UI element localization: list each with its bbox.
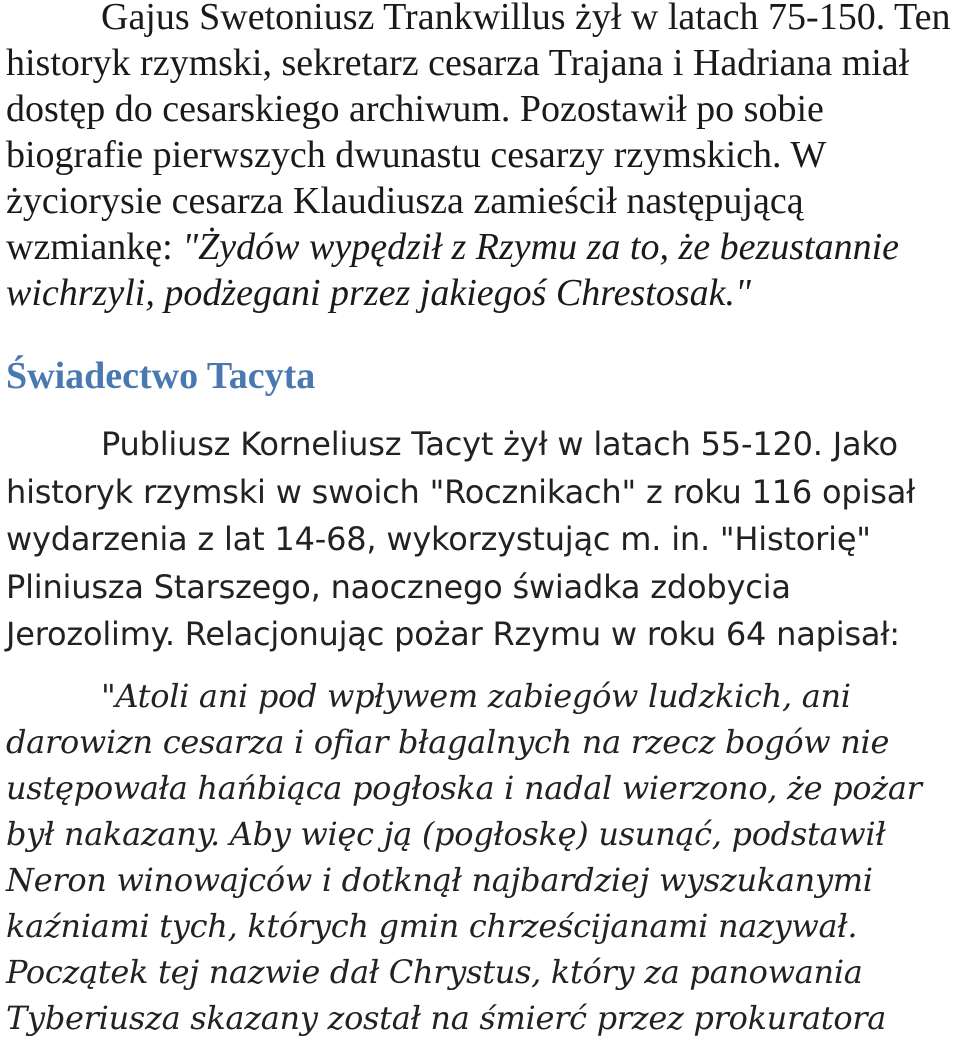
tacitus-quote: "Atoli ani pod wpływem zabiegów ludzkich, ani darowizn cesarza i ofiar błagalnych na rzecz bogów nie ustępowała hańbiąca pogłoska i nadal wierzono, że pożar był nakazany. Aby więc ją (pogłoskę) usunąć, podstawił Neron winowajców i dotknął najbardziej wyszukanymi kaźniami tych, których gmin chrześcijanami nazywał. Początek tej nazwie dał Chrystus, który za panowania Tyberiusza skazany został na śmierć przez prokuratora <box>6 676 922 1037</box>
suetonius-quote: "Żydów wypędził z Rzymu za to, że bezustannie wichrzyli, podżegani przez jakiegoś Chrestosak." <box>6 226 900 314</box>
paragraph-suetonius-text: Gajus Swetoniusz Trankwillus żył w latach 75-150. Ten historyk rzymski, sekretarz cesarza Trajana i Hadriana miał dostęp do cesarskiego archiwum. Pozostawił po sobie biografie pierwszych dwunastu cesarzy rzymskich. W życiorysie cesarza Klaudiusza zamieścił następującą wzmiankę: <box>6 0 951 268</box>
document-page <box>6 0 956 1041</box>
paragraph-tacitus: Publiusz Korneliusz Tacyt żył w latach 55-120. Jako historyk rzymski w swoich "Rocznikach" z roku 116 opisał wydarzenia z lat 14-68, wykorzystując m. in. "Historię" Pliniusza Starszego, naocznego świadka zdobycia Jerozolimy. Relacjonując pożar Rzymu w roku 64 napisał: <box>6 425 916 653</box>
section-heading: Świadectwo Tacyta <box>6 355 316 397</box>
paragraph-suetonius <box>6 0 956 316</box>
